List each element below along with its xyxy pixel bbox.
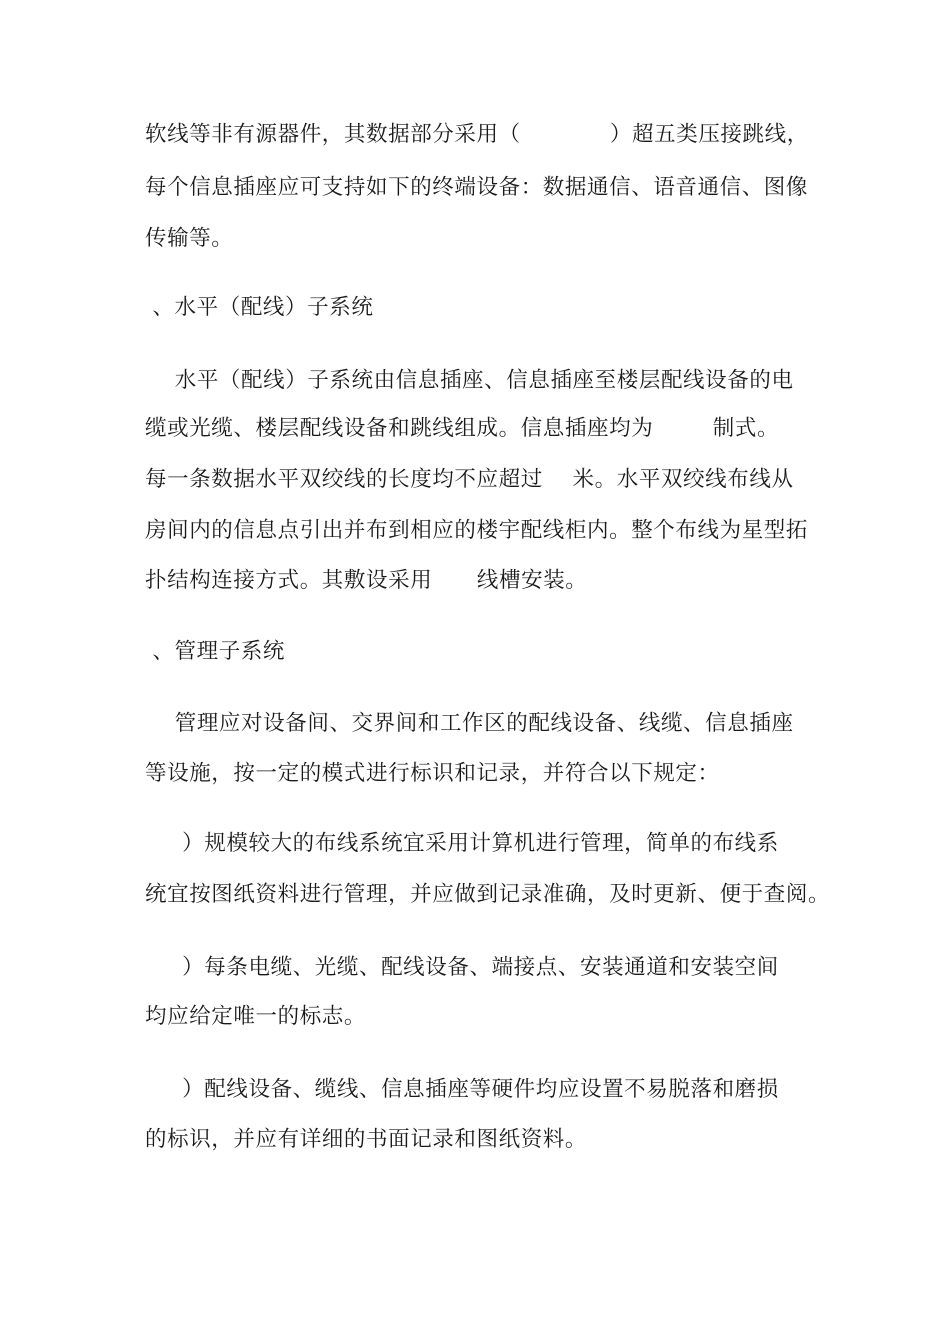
paragraph-line: 扑结构连接方式。其敷设采用 线槽安装。 (145, 568, 588, 593)
section-heading-management-subsystem: 、管理子系统 (145, 639, 286, 664)
paragraph-line: 等设施，按一定的模式进行标识和记录，并符合以下规定： (145, 761, 720, 786)
paragraph-line: 每一条数据水平双绞线的长度均不应超过 米。水平双绞线布线从 (145, 467, 794, 492)
list-item-line: ）规模较大的布线系统宜采用计算机进行管理，简单的布线系 (145, 831, 779, 856)
paragraph-line: 软线等非有源器件，其数据部分采用（ ）超五类压接跳线， (145, 122, 809, 147)
section-heading-horizontal-subsystem: 、水平（配线）子系统 (145, 295, 374, 320)
paragraph-line: 传输等。 (145, 226, 234, 251)
list-item-line: 均应给定唯一的标志。 (145, 1004, 367, 1029)
paragraph-line: 缆或光缆、楼层配线设备和跳线组成。信息插座均为 制式。 (145, 416, 780, 441)
paragraph-line: 每个信息插座应可支持如下的终端设备：数据通信、语音通信、图像 (145, 175, 809, 200)
list-item-line: ）配线设备、缆线、信息插座等硬件均应设置不易脱落和磨损 (145, 1077, 779, 1102)
list-item-line: 统宜按图纸资料进行管理，并应做到记录准确，及时更新、便于查阅。 (145, 882, 831, 907)
paragraph-line: 房间内的信息点引出并布到相应的楼宇配线柜内。整个布线为星型拓 (145, 518, 809, 543)
paragraph-line: 水平（配线）子系统由信息插座、信息插座至楼层配线设备的电 (145, 368, 794, 393)
list-item-line: 的标识，并应有详细的书面记录和图纸资料。 (145, 1127, 588, 1152)
paragraph-line: 管理应对设备间、交界间和工作区的配线设备、线缆、信息插座 (145, 711, 794, 736)
list-item-line: ）每条电缆、光缆、配线设备、端接点、安装通道和安装空间 (145, 955, 779, 980)
